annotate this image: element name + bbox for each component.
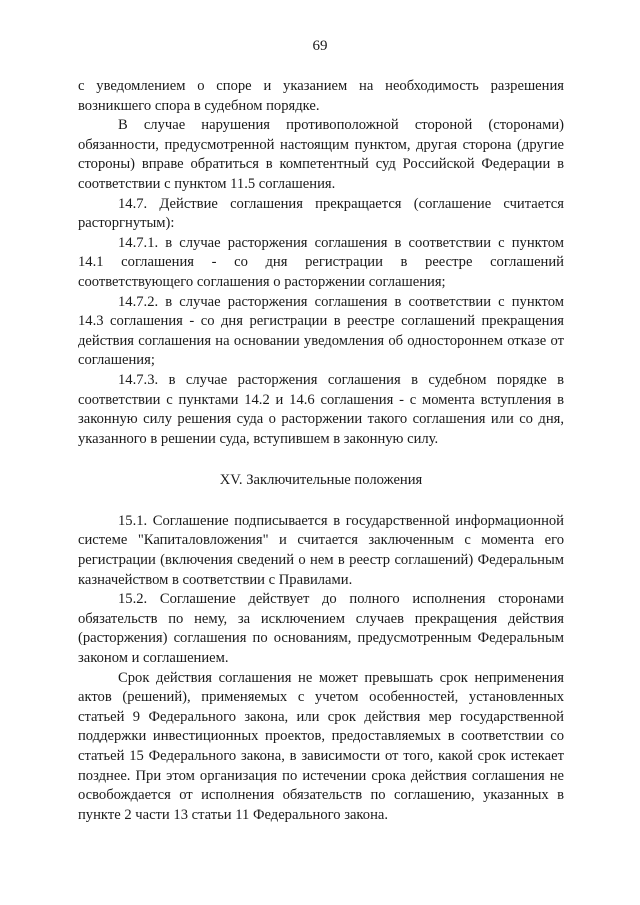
paragraph-term-limit: Срок действия соглашения не может превышать срок неприменения актов (решений), применяемых с учетом особенностей, установленных статьей 9 Федерального закона, или срок действия мер государственной поддержки инвестиционных проектов, предоставляемых в соответствии со статьей 15 Федерального закона, в зависимости от того, какой срок истекает позднее. При этом организация по истечении срока действия соглашения не освобождается от исполнения обязательств по соглашению, указанных в пункте 2 части 13 статьи 11 Федерального закона. [78, 669, 564, 823]
paragraph-continuation: с уведомлением о споре и указанием на необходимость разрешения возникшего спора в судебном порядке. [78, 78, 564, 114]
paragraph-15-2: 15.2. Соглашение действует до полного исполнения сторонами обязательств по нему, за исключением случаев прекращения действия (расторжения) соглашения по основаниям, предусмотренным Федеральным законом и соглашением. [78, 591, 564, 667]
paragraph-14-7-3: 14.7.3. в случае расторжения соглашения в судебном порядке в соответствии с пунктами 14.2 и 14.6 соглашения - с момента вступления в законную силу решения суда о расторжении такого соглашения или со дня, указанного в решении суда, вступившем в законную силу. [78, 371, 564, 447]
paragraph-14-7-1: 14.7.1. в случае расторжения соглашения в соответствии с пунктом 14.1 соглашения - со дня регистрации в реестре соглашений соответствующего соглашения о расторжении соглашения; [78, 234, 564, 290]
paragraph-14-7-2: 14.7.2. в случае расторжения соглашения в соответствии с пунктом 14.3 соглашения - со дня регистрации в реестре соглашений прекращения действия соглашения на основании уведомления об одностороннем отказе от соглашения; [78, 293, 564, 369]
section-heading: XV. Заключительные положения [219, 472, 423, 489]
paragraph-breach-clause: В случае нарушения противоположной стороной (сторонами) обязанности, предусмотренной настоящим пунктом, другая сторона (другие стороны) вправе обратиться в компетентный суд Российской Федерации в соответствии с пунктом 11.5 соглашения. [78, 117, 564, 192]
page-content [78, 77, 564, 825]
page-number: 69 [312, 38, 328, 54]
paragraph-14-7: 14.7. Действие соглашения прекращается (соглашение считается расторгнутым): [78, 195, 564, 232]
paragraph-15-1: 15.1. Соглашение подписывается в государственной информационной системе "Капиталовложения" и считается заключенным с момента его регистрации (включения сведений о нем в реестр соглашений) Федеральным казначейством в соответствии с Правилами. [78, 512, 564, 588]
